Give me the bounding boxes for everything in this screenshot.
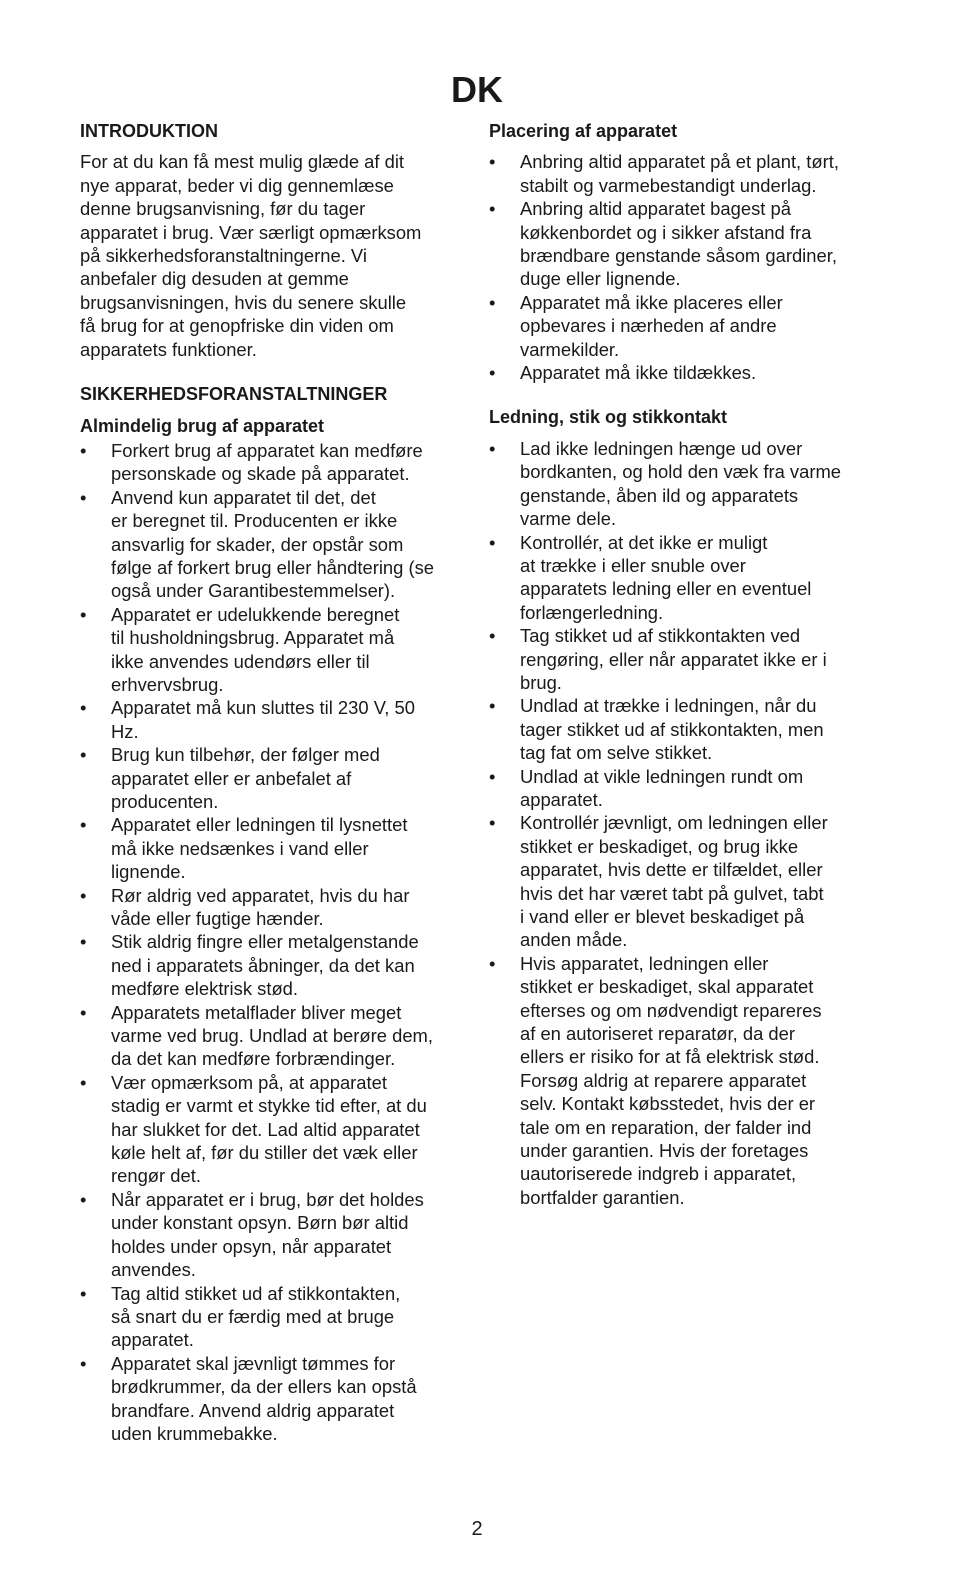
list-item <box>489 694 879 764</box>
bullet-symbol: • <box>489 362 496 384</box>
list-item-line: Kontrollér jævnligt, om ledningen eller <box>520 812 828 834</box>
list-item <box>489 361 879 384</box>
bullet-symbol: • <box>80 439 87 461</box>
intro-line: apparatets funktioner. <box>80 338 257 360</box>
list-item-line: duge eller lignende. <box>520 268 681 290</box>
list-item-line: Forsøg aldrig at reparere apparatet <box>520 1069 807 1091</box>
list-item <box>489 952 879 1209</box>
list-item-line: brandfare. Anvend aldrig apparatet <box>111 1399 395 1421</box>
bullet-symbol: • <box>80 1282 87 1304</box>
list-item-line: brug. <box>520 671 562 693</box>
bullet-symbol: • <box>489 437 496 459</box>
list-item-line: Anbring altid apparatet på et plant, tørt, <box>520 151 839 173</box>
intro-line: denne brugsanvisning, før du tager <box>80 198 366 220</box>
list-item-line: Tag altid stikket ud af stikkontakten, <box>111 1282 401 1304</box>
list-item-line: Undlad at trække i ledningen, når du <box>520 695 817 717</box>
list-item-line: også under Garantibestemmelser). <box>111 580 396 602</box>
bullet-symbol: • <box>489 695 496 717</box>
list-item <box>489 291 879 361</box>
list-item-line: Lad ikke ledningen hænge ud over <box>520 437 803 459</box>
bullet-symbol: • <box>489 531 496 553</box>
list-item-line: varme ved brug. Undlad at berøre dem, <box>111 1025 433 1047</box>
list-item-line: af en autoriseret reparatør, da der <box>520 1023 795 1045</box>
list-item-line: Hvis apparatet, ledningen eller <box>520 952 769 974</box>
list-item-line: Når apparatet er i brug, bør det holdes <box>111 1188 424 1210</box>
bullet-symbol: • <box>489 625 496 647</box>
list-item-line: så snart du er færdig med at bruge <box>111 1305 395 1327</box>
list-item-line: køle helt af, før du stiller det væk eller <box>111 1142 418 1164</box>
list-item-line: Kontrollér, at det ikke er muligt <box>520 531 768 553</box>
list-item-line: tager stikket ud af stikkontakten, men <box>520 718 824 740</box>
list-item <box>80 1001 458 1071</box>
bullet-symbol: • <box>80 884 87 906</box>
list-item-line: apparatet, hvis dette er tilfældet, eller <box>520 859 823 881</box>
list-item-line: medføre elektrisk stød. <box>111 978 299 1000</box>
page-number: 2 <box>471 1518 483 1540</box>
list-item-line: stikket er beskadiget, og brug ikke <box>520 835 799 857</box>
list-item-line: Apparatet eller ledningen til lysnettet <box>111 814 408 836</box>
general-use-list <box>80 439 458 1445</box>
list-item-line: ansvarlig for skader, der opstår som <box>111 533 404 555</box>
list-item <box>489 150 879 197</box>
list-item-line: uautoriserede indgreb i apparatet, <box>520 1163 797 1185</box>
list-item-line: må ikke nedsænkes i vand eller <box>111 837 369 859</box>
list-item-line: bordkanten, og hold den væk fra varme <box>520 461 842 483</box>
intro-line: få brug for at genopfriske din viden om <box>80 315 394 337</box>
list-item-line: under garantien. Hvis der foretages <box>520 1140 809 1162</box>
list-item-line: Apparatet må ikke placeres eller <box>520 291 783 313</box>
list-item-line: tag fat om selve stikket. <box>520 742 713 764</box>
cord-heading: Ledning, stik og stikkontakt <box>489 407 728 428</box>
list-item-line: hvis det har været tabt på gulvet, tabt <box>520 882 824 904</box>
list-item-line: apparatet eller er anbefalet af <box>111 767 352 789</box>
bullet-symbol: • <box>80 1071 87 1093</box>
list-item-line: stabilt og varmebestandigt underlag. <box>520 174 817 196</box>
intro-line: anbefaler dig desuden at gemme <box>80 268 349 290</box>
bullet-symbol: • <box>489 198 496 220</box>
list-item <box>489 624 879 694</box>
list-item-line: varmekilder. <box>520 338 620 360</box>
list-item-line: Undlad at vikle ledningen rundt om <box>520 765 804 787</box>
list-item-line: tale om en reparation, der falder ind <box>520 1116 812 1138</box>
list-item-line: producenten. <box>111 790 219 812</box>
list-item-line: Tag stikket ud af stikkontakten ved <box>520 625 801 647</box>
placement-list <box>489 150 879 384</box>
list-item <box>80 930 458 1000</box>
list-item-line: efterses og om nødvendigt repareres <box>520 999 822 1021</box>
bullet-symbol: • <box>489 765 496 787</box>
list-item-line: ellers er risiko for at få elektrisk stød. <box>520 1046 820 1068</box>
bullet-symbol: • <box>80 1188 87 1210</box>
list-item-line: anden måde. <box>520 929 628 951</box>
list-item-line: har slukket for det. Lad altid apparatet <box>111 1118 420 1140</box>
bullet-symbol: • <box>489 151 496 173</box>
list-item <box>489 437 879 531</box>
list-item-line: følge af forkert brug eller håndtering (se <box>111 556 435 578</box>
list-item-line: Rør aldrig ved apparatet, hvis du har <box>111 884 410 906</box>
list-item-line: Vær opmærksom på, at apparatet <box>111 1071 387 1093</box>
list-item-line: at trække i eller snuble over <box>520 554 746 576</box>
intro-line: For at du kan få mest mulig glæde af dit <box>80 151 405 173</box>
list-item <box>80 1352 458 1446</box>
list-item-line: Apparatet må kun sluttes til 230 V, 50 <box>111 697 415 719</box>
list-item-line: varme dele. <box>520 508 617 530</box>
list-item-line: er beregnet til. Producenten er ikke <box>111 510 398 532</box>
list-item <box>489 765 879 812</box>
list-item-line: under konstant opsyn. Børn bør altid <box>111 1212 409 1234</box>
list-item-line: Apparatets metalflader bliver meget <box>111 1001 402 1023</box>
list-item-line: genstande, åben ild og apparatets <box>520 484 799 506</box>
list-item <box>80 884 458 931</box>
intro-line: apparatet i brug. Vær særligt opmærksom <box>80 221 422 243</box>
left-column <box>80 120 458 1445</box>
intro-line: brugsanvisningen, hvis du senere skulle <box>80 291 407 313</box>
intro-paragraph <box>80 150 458 361</box>
list-item <box>489 811 879 951</box>
list-item-line: Brug kun tilbehør, der følger med <box>111 744 380 766</box>
list-item <box>80 1071 458 1188</box>
bullet-symbol: • <box>80 603 87 625</box>
list-item-line: rengøring, eller når apparatet ikke er i <box>520 648 827 670</box>
list-item-line: lignende. <box>111 861 186 883</box>
bullet-symbol: • <box>80 486 87 508</box>
list-item <box>489 531 879 625</box>
list-item-line: Forkert brug af apparatet kan medføre <box>111 439 423 461</box>
list-item-line: bortfalder garantien. <box>520 1186 685 1208</box>
list-item-line: forlængerledning. <box>520 601 664 623</box>
bullet-symbol: • <box>489 952 496 974</box>
placement-heading: Placering af apparatet <box>489 121 678 141</box>
list-item-line: erhvervsbrug. <box>111 673 224 695</box>
page-title: DK <box>451 69 503 110</box>
list-item-line: da det kan medføre forbrændinger. <box>111 1048 396 1070</box>
bullet-symbol: • <box>489 812 496 834</box>
intro-line: nye apparat, beder vi dig gennemlæse <box>80 174 394 196</box>
right-column <box>489 120 879 1209</box>
list-item-line: apparatets ledning eller en eventuel <box>520 578 812 600</box>
list-item-line: opbevares i nærheden af andre <box>520 315 777 337</box>
list-item-line: ikke anvendes udendørs eller til <box>111 650 370 672</box>
list-item <box>80 1282 458 1352</box>
list-item <box>80 603 458 697</box>
general-use-heading: Almindelig brug af apparatet <box>80 416 325 437</box>
list-item-line: Anvend kun apparatet til det, det <box>111 486 376 508</box>
safety-heading: SIKKERHEDSFORANSTALTNINGER <box>80 384 388 405</box>
list-item-line: rengør det. <box>111 1165 201 1187</box>
list-item-line: ned i apparatets åbninger, da det kan <box>111 954 415 976</box>
cord-list <box>489 437 879 1209</box>
list-item <box>80 486 458 603</box>
list-item <box>80 696 458 743</box>
list-item-line: holdes under opsyn, når apparatet <box>111 1235 392 1257</box>
bullet-symbol: • <box>80 1001 87 1023</box>
list-item-line: anvendes. <box>111 1259 196 1281</box>
list-item <box>80 813 458 883</box>
list-item-line: Apparatet skal jævnligt tømmes for <box>111 1352 396 1374</box>
list-item-line: til husholdningsbrug. Apparatet må <box>111 627 395 649</box>
bullet-symbol: • <box>80 1352 87 1374</box>
list-item <box>80 439 458 486</box>
list-item-line: apparatet. <box>111 1329 194 1351</box>
bullet-symbol: • <box>80 744 87 766</box>
list-item-line: Stik aldrig fingre eller metalgenstande <box>111 931 419 953</box>
list-item-line: selv. Kontakt købsstedet, hvis der er <box>520 1093 816 1115</box>
list-item-line: stadig er varmt et stykke tid efter, at du <box>111 1095 427 1117</box>
list-item-line: Apparatet er udelukkende beregnet <box>111 603 400 625</box>
list-item <box>80 743 458 813</box>
list-item-line: stikket er beskadiget, skal apparatet <box>520 976 814 998</box>
list-item-line: personskade og skade på apparatet. <box>111 463 410 485</box>
intro-line: på sikkerhedsforanstaltningerne. Vi <box>80 245 367 267</box>
list-item <box>489 197 879 291</box>
list-item-line: Anbring altid apparatet bagest på <box>520 198 791 220</box>
list-item-line: Apparatet må ikke tildækkes. <box>520 362 757 384</box>
list-item-line: i vand eller er blevet beskadiget på <box>520 906 805 927</box>
list-item-line: uden krummebakke. <box>111 1422 278 1444</box>
bullet-symbol: • <box>80 931 87 953</box>
bullet-symbol: • <box>489 291 496 313</box>
list-item-line: brændbare genstande såsom gardiner, <box>520 245 837 267</box>
list-item-line: køkkenbordet og i sikker afstand fra <box>520 221 812 243</box>
intro-heading: INTRODUKTION <box>80 121 218 141</box>
list-item-line: brødkrummer, da der ellers kan opstå <box>111 1376 417 1398</box>
list-item-line: våde eller fugtige hænder. <box>111 908 324 929</box>
bullet-symbol: • <box>80 697 87 719</box>
list-item-line: apparatet. <box>520 788 603 810</box>
bullet-symbol: • <box>80 814 87 836</box>
list-item <box>80 1188 458 1282</box>
list-item-line: Hz. <box>111 720 139 742</box>
